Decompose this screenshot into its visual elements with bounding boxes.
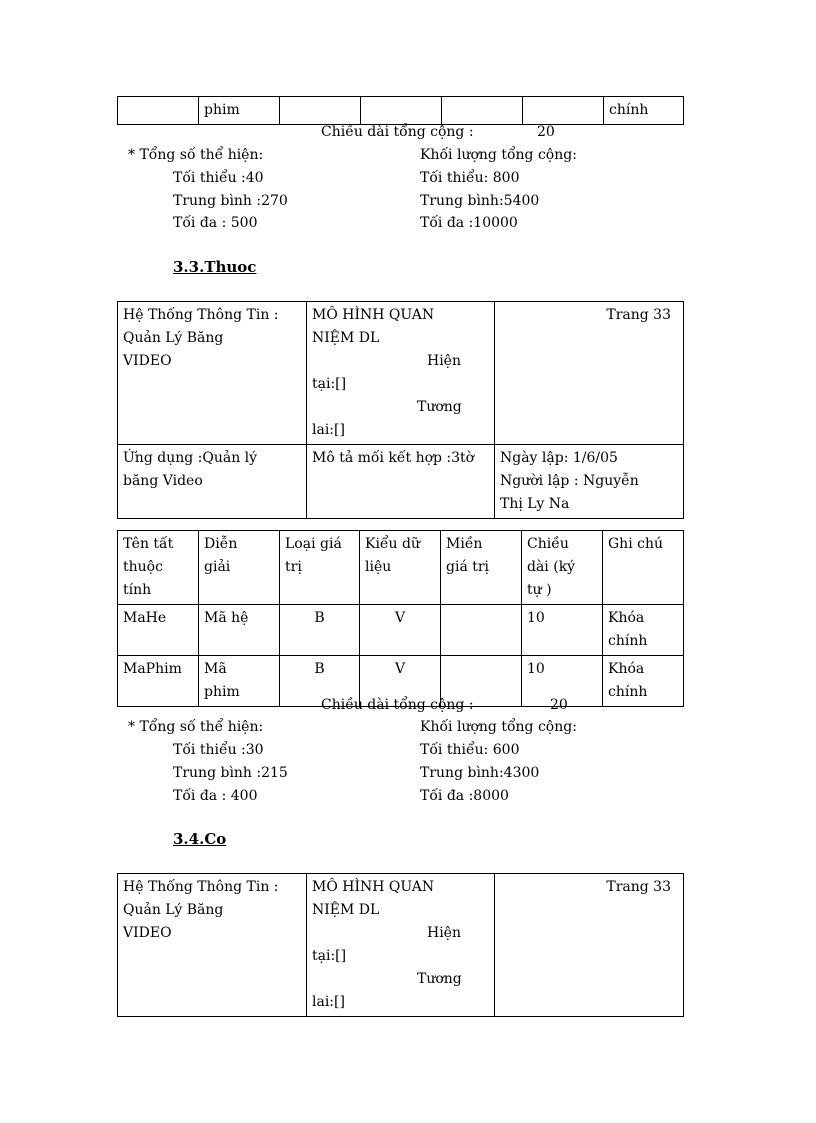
min-instances: Tối thiểu :30 [173,742,264,758]
cell: 10 [522,656,603,707]
total-length-label: Chiều dài tổng cộng : [321,697,474,713]
cell: MaPhim [118,656,199,707]
model-cell: MÔ HÌNH QUAN NIỆM DL Hiện tại:[] Tương lai:[] [307,302,495,445]
description-cell: Mô tả mối kết hợp :3tờ [307,445,495,519]
page-cell [495,874,684,1017]
application-cell: Ứng dụng :Quản lý băng Video [118,445,307,519]
model-header-table [117,873,684,1017]
header-cell: Diễn giải [199,531,280,605]
cell: chính [604,97,684,125]
max-instances: Tối đa : 500 [173,215,258,231]
model-cell: MÔ HÌNH QUAN NIỆM DL Hiện tại:[] Tương lai:[] [307,874,495,1017]
volume-label: Khối lượng tổng cộng: [420,719,577,735]
table-header-row [118,531,684,605]
cell: Khóa chính [603,656,684,707]
total-length-label: Chiều dài tổng cộng : [321,124,474,140]
cell [523,97,604,125]
total-length-value: 20 [537,124,555,140]
min-volume: Tối thiểu: 600 [420,742,520,758]
avg-instances: Trung bình :270 [173,193,288,209]
cell: V [360,656,441,707]
system-cell: Hệ Thống Thông Tin : Quản Lý Băng VIDEO [118,302,307,445]
cell: MaHe [118,605,199,656]
cell: Khóa chính [603,605,684,656]
min-volume: Tối thiểu: 800 [420,170,520,186]
cell: Mã hệ [199,605,280,656]
max-volume: Tối đa :8000 [420,788,509,804]
cell: Mã phim [199,656,280,707]
cell: V [360,605,441,656]
cell [118,97,199,125]
max-volume: Tối đa :10000 [420,215,518,231]
model-header-table [117,301,684,519]
cell: B [280,656,360,707]
header-cell: Tên tất thuộc tính [118,531,199,605]
min-instances: Tối thiểu :40 [173,170,264,186]
header-cell: Miền giá trị [441,531,522,605]
header-cell: Chiều dài (ký tự ) [522,531,603,605]
instances-label: * Tổng số thể hiện: [128,147,264,163]
section-heading-3-4: 3.4.Co [173,830,227,848]
page-number: Trang 33 [606,879,671,895]
max-instances: Tối đa : 400 [173,788,258,804]
section-heading-3-3: 3.3.Thuoc [173,258,257,276]
page-cell [495,302,684,445]
attribute-table [117,530,684,707]
cell: phim [199,97,280,125]
cell: 10 [522,605,603,656]
system-cell: Hệ Thống Thông Tin : Quản Lý Băng VIDEO [118,874,307,1017]
author-cell: Ngày lập: 1/6/05 Người lập : Nguyễn Thị Ly Na [495,445,684,519]
avg-volume: Trung bình:4300 [420,765,540,781]
cell [441,605,522,656]
avg-volume: Trung bình:5400 [420,193,540,209]
header-cell: Ghi chú [603,531,684,605]
header-cell: Loại giá trị [280,531,360,605]
cell: B [280,605,360,656]
instances-label: * Tổng số thể hiện: [128,719,264,735]
total-length-value: 20 [550,697,568,713]
volume-label: Khối lượng tổng cộng: [420,147,577,163]
table-row [118,605,684,656]
header-cell: Kiểu dữ liệu [360,531,441,605]
page-number: Trang 33 [606,307,671,323]
avg-instances: Trung bình :215 [173,765,288,781]
